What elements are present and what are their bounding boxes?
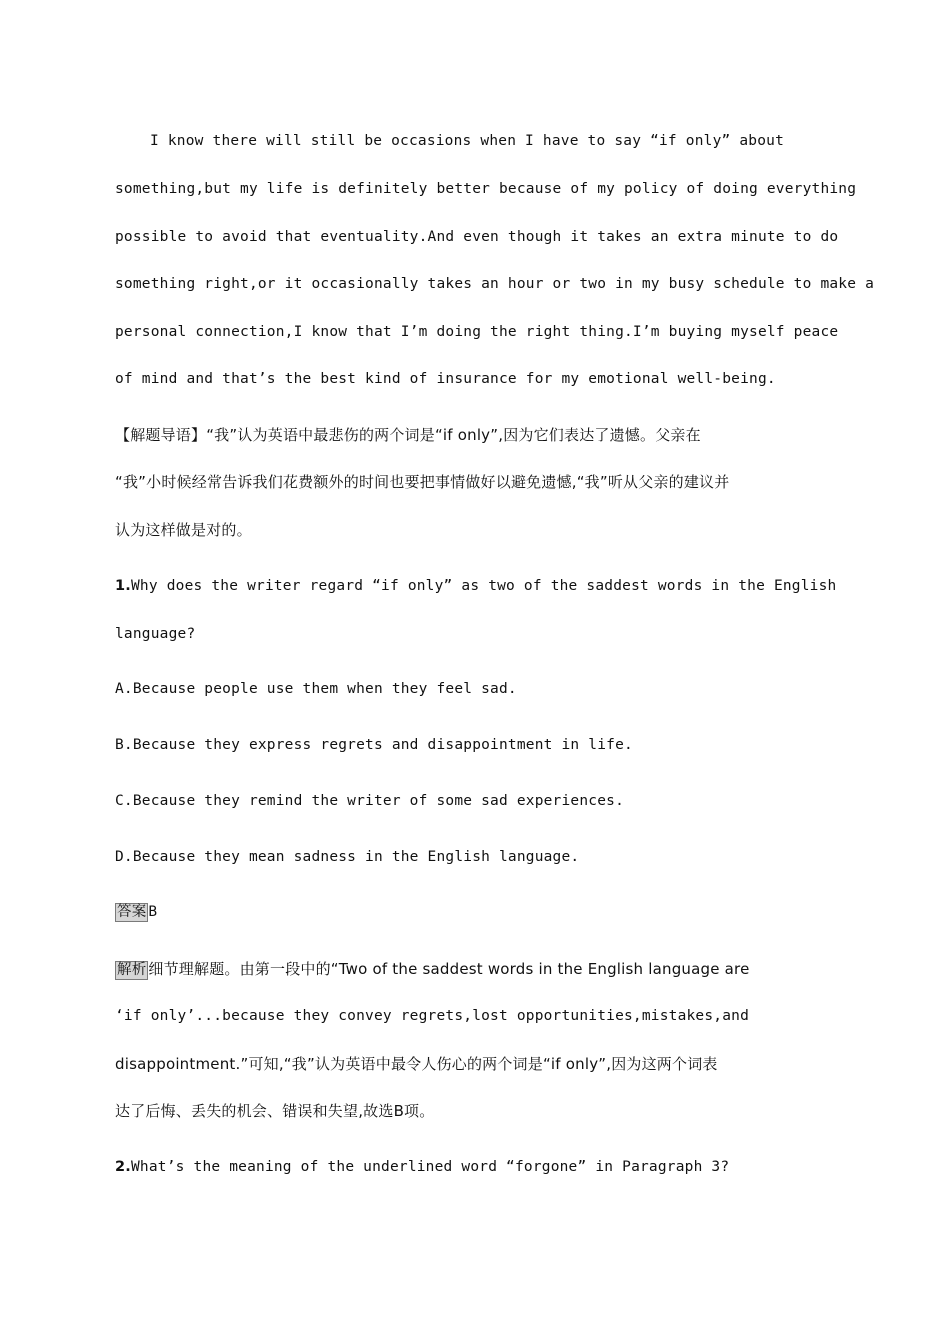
option-d: D.Because they mean sadness in the English language. (115, 849, 580, 865)
passage-line: of mind and that’s the best kind of insurance for my emotional well-being. (115, 371, 776, 387)
analysis-tag: 解析 (117, 962, 147, 978)
answer-value: B (148, 904, 158, 920)
analysis-line: ‘if only’...because they convey regrets,lost opportunities,mistakes,and (115, 1008, 750, 1024)
guide-line: 认为这样做是对的。 (115, 521, 252, 539)
analysis-line: disappointment.”可知,“我”认为英语中最令人伤心的两个词是“if only”,因为这两个词表 (115, 1055, 718, 1073)
analysis-row (115, 959, 750, 980)
passage-line: something right,or it occasionally takes an hour or two in my busy schedule to make a (115, 276, 875, 292)
answer-row (115, 902, 157, 922)
question-number: 2. (115, 1159, 131, 1175)
question-2-stem (115, 1157, 729, 1177)
answer-tag: 答案 (117, 904, 147, 920)
analysis-text: 细节理解题。由第一段中的“Two of the saddest words in the English language are (148, 960, 750, 978)
option-c: C.Because they remind the writer of some sad experiences. (115, 793, 624, 809)
option-b: B.Because they express regrets and disappointment in life. (115, 737, 633, 753)
passage-line: I know there will still be occasions when I have to say “if only” about (150, 133, 785, 149)
guide-line: “我”小时候经常告诉我们花费额外的时间也要把事情做好以避免遗憾,“我”听从父亲的建议并 (115, 473, 730, 491)
passage-line: personal connection,I know that I’m doing the right thing.I’m buying myself peace (115, 324, 839, 340)
option-a: A.Because people use them when they feel sad. (115, 681, 517, 697)
question-stem-text: What’s the meaning of the underlined word “forgone” in Paragraph 3? (131, 1159, 730, 1175)
analysis-line: 达了后悔、丢失的机会、错误和失望,故选B项。 (115, 1102, 435, 1120)
question-1-stem (115, 576, 836, 596)
guide-line: 【解题导语】“我”认为英语中最悲伤的两个词是“if only”,因为它们表达了遗憾。父亲在 (115, 426, 701, 444)
question-stem-text: Why does the writer regard “if only” as two of the saddest words in the English (131, 578, 837, 594)
question-number: 1. (115, 578, 131, 594)
passage-line: something,but my life is definitely better because of my policy of doing everything (115, 181, 857, 197)
question-1-stem-continued: language? (115, 626, 196, 642)
passage-line: possible to avoid that eventuality.And even though it takes an extra minute to do (115, 229, 839, 245)
